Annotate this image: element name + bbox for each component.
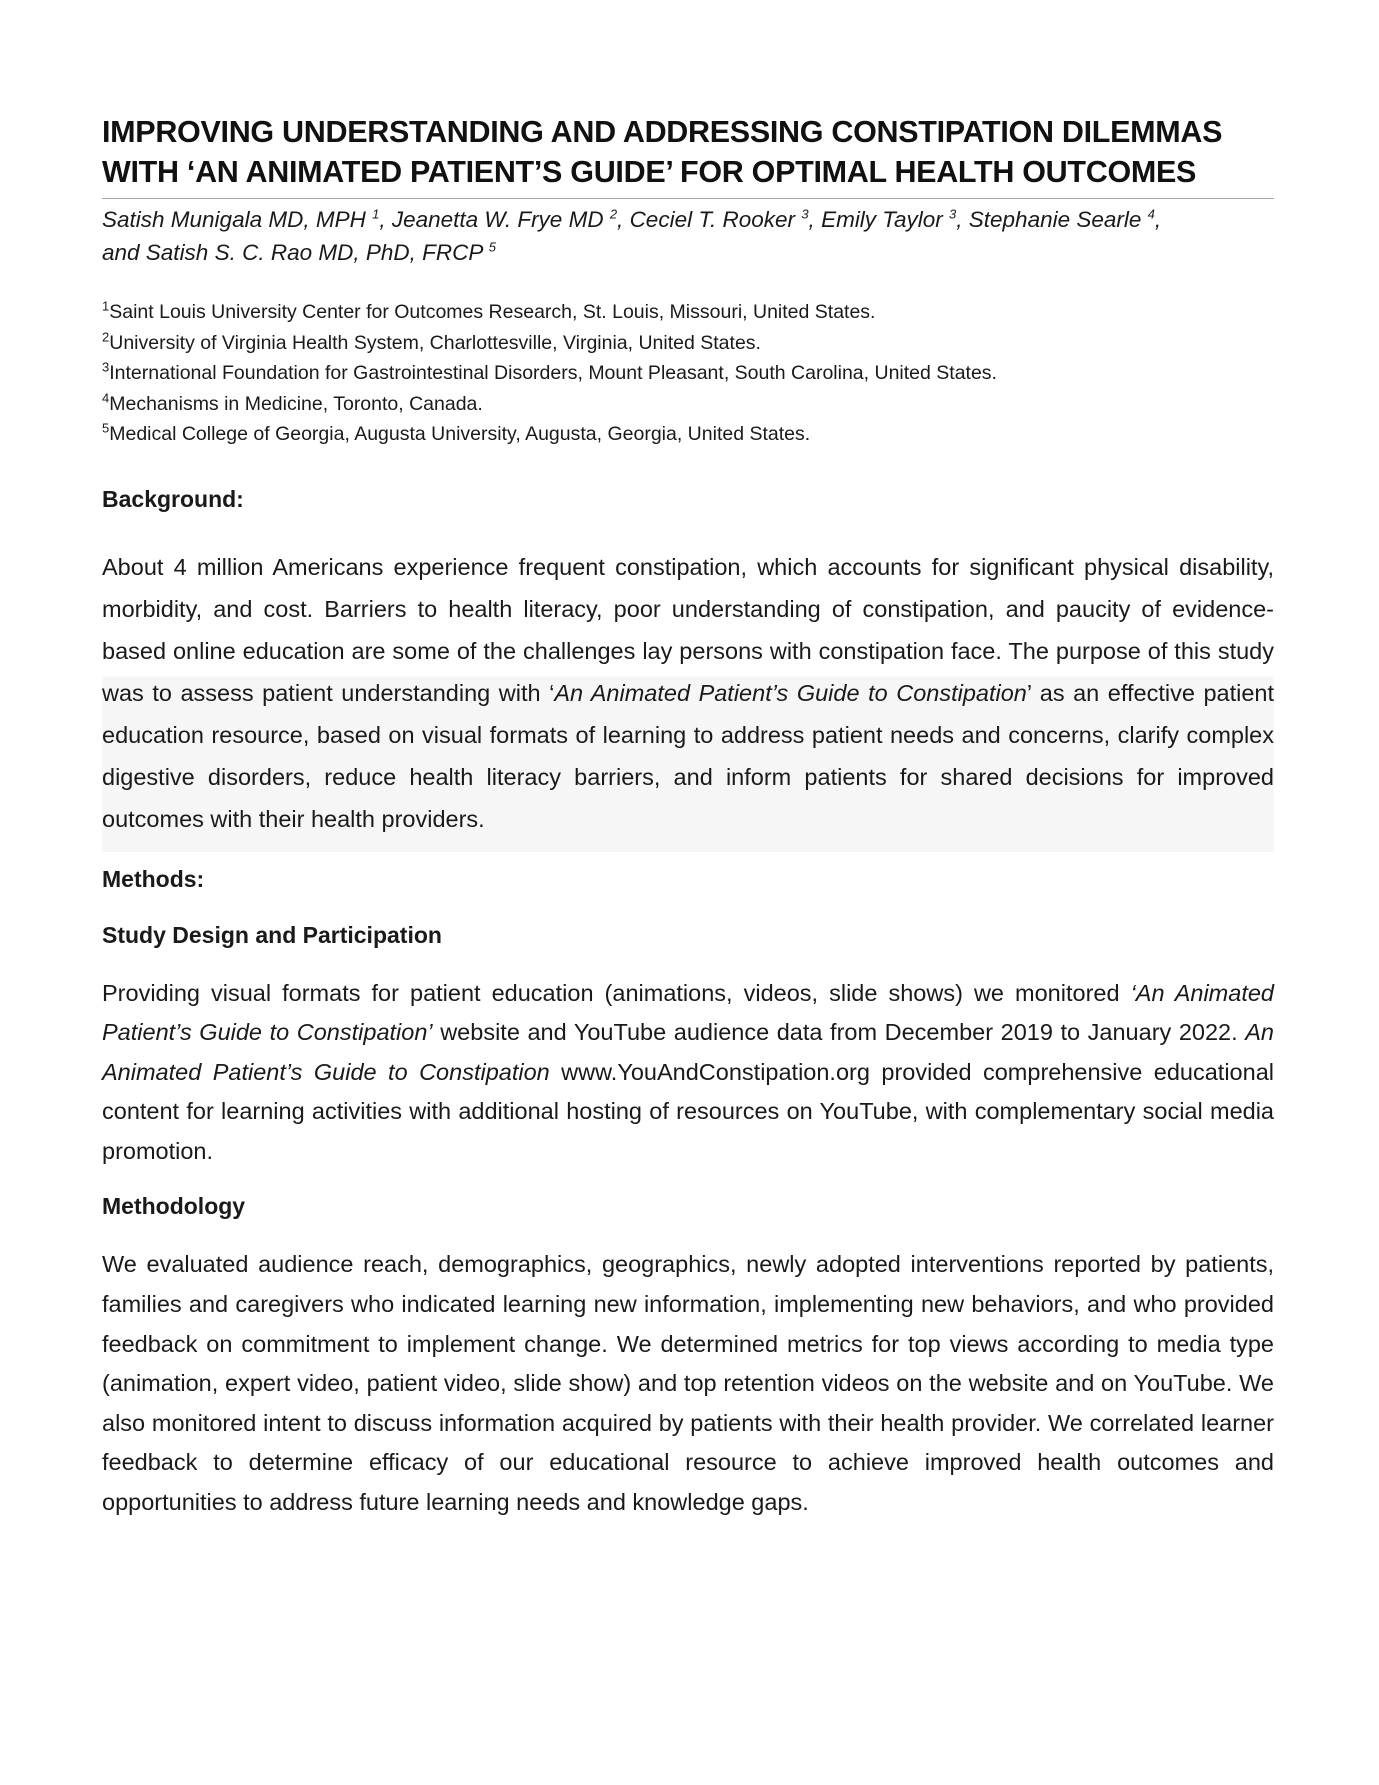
author: Jeanetta W. Frye MD $^2$, [391,206,630,232]
author: Stephanie Searle $^4$, [968,206,1162,232]
study-design-heading: Study Design and Participation [102,921,442,948]
author: Emily Taylor $^3$, [821,206,969,232]
affiliation: $^3$International Foundation for Gastrointestinal Disorders, Mount Pleasant, South Carolina, United States. [102,359,997,384]
study-design-paragraph: Providing visual formats for patient education (animations, videos, slide shows) we monitored ‘An Animated Patient’s Guide to Constipation’ website and YouTube audience data from December 2019 to January 2022. An Animated Patient’s Guide to Constipation www.YouAndConstipation.org provided comprehensive educational content for learning activities with additional hosting of resources on YouTube, with complementary social media promotion. [102,979,1274,1164]
affiliation: $^1$Saint Louis University Center for Outcomes Research, St. Louis, Missouri, United States. [102,298,876,323]
title-divider [102,198,1274,199]
background-heading: Background: [102,485,244,512]
affiliation: $^2$University of Virginia Health System, Charlottesville, Virginia, United States. [102,329,761,354]
methods-heading: Methods: [102,865,205,892]
abstract-page [102,112,1274,1523]
author: Ceciel T. Rooker $^3$, [629,206,822,232]
methodology-paragraph: We evaluated audience reach, demographics, geographics, newly adopted interventions reported by patients, families and caregivers who indicated learning new information, implementing new behaviors, and who provided feedback on commitment to implement change. We determined metrics for top views according to media type (animation, expert video, patient video, slide show) and top retention videos on the website and on YouTube. We also monitored intent to discuss information acquired by patients with their health provider. We correlated learner feedback to determine efficacy of our educational resource to achieve improved health outcomes and opportunities to address future learning needs and knowledge gaps. [102,1251,1274,1516]
methodology-heading: Methodology [102,1193,246,1220]
author: Satish Munigala MD, MPH $^1$, [102,206,392,232]
affiliation-list [102,297,1274,450]
title-line-2: WITH ‘AN ANIMATED PATIENT’S GUIDE’ FOR OPTIMAL HEALTH OUTCOMES [102,155,1197,189]
affiliation: $^4$Mechanisms in Medicine, Toronto, Canada. [102,390,483,415]
background-paragraph: About 4 million Americans experience frequent constipation, which accounts for significant physical disability, morbidity, and cost. Barriers to health literacy, poor understanding of constipation, and paucity of evidence-based online education are some of the challenges lay persons with constipation face. The purpose of this study was to assess patient understanding with ‘An Animated Patient’s Guide to Constipation’ as an effective patient education resource, based on visual formats of learning to address patient needs and concerns, clarify complex digestive disorders, reduce health literacy barriers, and inform patients for shared decisions for improved outcomes with their health providers. [102,546,1274,852]
author: and Satish S. C. Rao MD, PhD, FRCP $^5$ [102,239,497,265]
title-line-1: IMPROVING UNDERSTANDING AND ADDRESSING CONSTIPATION DILEMMAS [102,115,1223,149]
author-list [102,203,1274,269]
paper-title [102,112,1274,192]
affiliation: $^5$Medical College of Georgia, Augusta University, Augusta, Georgia, United States. [102,420,811,445]
